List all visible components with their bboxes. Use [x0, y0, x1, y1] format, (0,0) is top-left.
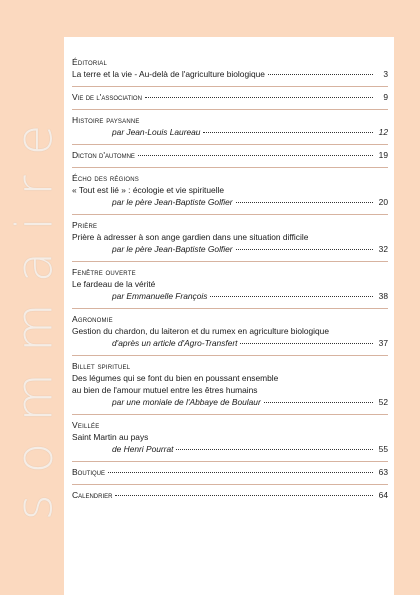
toc-entry[interactable] — [72, 196, 388, 208]
page-number: 19 — [378, 150, 388, 160]
entry-author: par Jean-Louis Laureau — [112, 127, 201, 137]
table-of-contents — [64, 37, 394, 595]
entry-author: par le père Jean-Baptiste Golfier — [112, 244, 233, 254]
section-heading: Écho des régions — [72, 173, 139, 183]
article-title: Saint Martin au pays — [72, 432, 149, 442]
page-number: 37 — [378, 338, 388, 348]
toc-section — [72, 145, 388, 168]
entry-author: par Emmanuelle François — [112, 291, 208, 301]
article-title: Le fardeau de la vérité — [72, 279, 156, 289]
article-title: Des légumes qui se font du bien en poussant ensemble — [72, 373, 279, 383]
toc-entry[interactable] — [72, 149, 388, 161]
section-heading: Histoire paysanne — [72, 115, 140, 125]
dot-leader — [138, 155, 373, 156]
dot-leader — [240, 343, 373, 344]
toc-section — [72, 262, 388, 309]
dot-leader — [108, 472, 373, 473]
entry-author: d'après un article d'Agro-Transfert — [112, 338, 238, 348]
toc-entry[interactable] — [72, 91, 388, 103]
toc-section — [72, 309, 388, 356]
section-heading: Veillée — [72, 420, 100, 430]
toc-section — [72, 168, 388, 215]
page-number: 38 — [378, 291, 388, 301]
toc-entry[interactable] — [72, 396, 388, 408]
toc-entry[interactable] — [72, 290, 388, 302]
entry-author: de Henri Pourrat — [112, 444, 174, 454]
entry-title: Dicton d'automne — [72, 150, 135, 160]
entry-author: par une moniale de l'Abbaye de Boulaur — [112, 397, 261, 407]
toc-section — [72, 356, 388, 415]
page-number: 63 — [378, 467, 388, 477]
page-number: 55 — [378, 444, 388, 454]
toc-entry[interactable] — [72, 466, 388, 478]
entry-title: La terre et la vie - Au-delà de l'agriculture biologique — [72, 69, 265, 79]
toc-section — [72, 462, 388, 485]
dot-leader — [210, 296, 373, 297]
page-number: 12 — [378, 127, 388, 137]
toc-section — [72, 87, 388, 110]
article-title: Prière à adresser à son ange gardien dans une situation difficile — [72, 232, 309, 242]
entry-title: Vie de l'association — [72, 92, 142, 102]
dot-leader — [115, 495, 373, 496]
side-title-text: sommaire — [5, 103, 63, 521]
toc-section — [72, 51, 388, 87]
section-heading: Éditorial — [72, 57, 108, 67]
dot-leader — [203, 132, 373, 133]
toc-section — [72, 415, 388, 462]
toc-entry[interactable] — [72, 443, 388, 455]
dot-leader — [236, 202, 373, 203]
article-title: au bien de l'amour mutuel entre les êtres humains — [72, 385, 258, 395]
section-heading: Fenêtre ouverte — [72, 267, 136, 277]
dot-leader — [264, 402, 373, 403]
toc-entry[interactable] — [72, 68, 388, 80]
dot-leader — [176, 449, 373, 450]
toc-section — [72, 485, 388, 507]
page-number: 64 — [378, 490, 388, 500]
toc-entry[interactable] — [72, 337, 388, 349]
dot-leader — [268, 74, 373, 75]
entry-author: par le père Jean-Baptiste Golfier — [112, 197, 233, 207]
page-number: 32 — [378, 244, 388, 254]
toc-entry[interactable] — [72, 126, 388, 138]
toc-entry[interactable] — [72, 243, 388, 255]
page-number: 52 — [378, 397, 388, 407]
entry-title: Boutique — [72, 467, 106, 477]
page-number: 3 — [383, 69, 388, 79]
section-heading: Prière — [72, 220, 98, 230]
dot-leader — [236, 249, 373, 250]
section-heading: Billet spirituel — [72, 361, 131, 371]
toc-section — [72, 215, 388, 262]
toc-entry[interactable] — [72, 489, 388, 501]
page-number: 20 — [378, 197, 388, 207]
article-title: « Tout est lié » : écologie et vie spirituelle — [72, 185, 225, 195]
side-title — [4, 62, 64, 562]
toc-section — [72, 110, 388, 145]
dot-leader — [145, 97, 373, 98]
entry-title: Calendrier — [72, 490, 113, 500]
article-title: Gestion du chardon, du laiteron et du rumex en agriculture biologique — [72, 326, 329, 336]
page-number: 9 — [383, 92, 388, 102]
section-heading: Agronomie — [72, 314, 113, 324]
